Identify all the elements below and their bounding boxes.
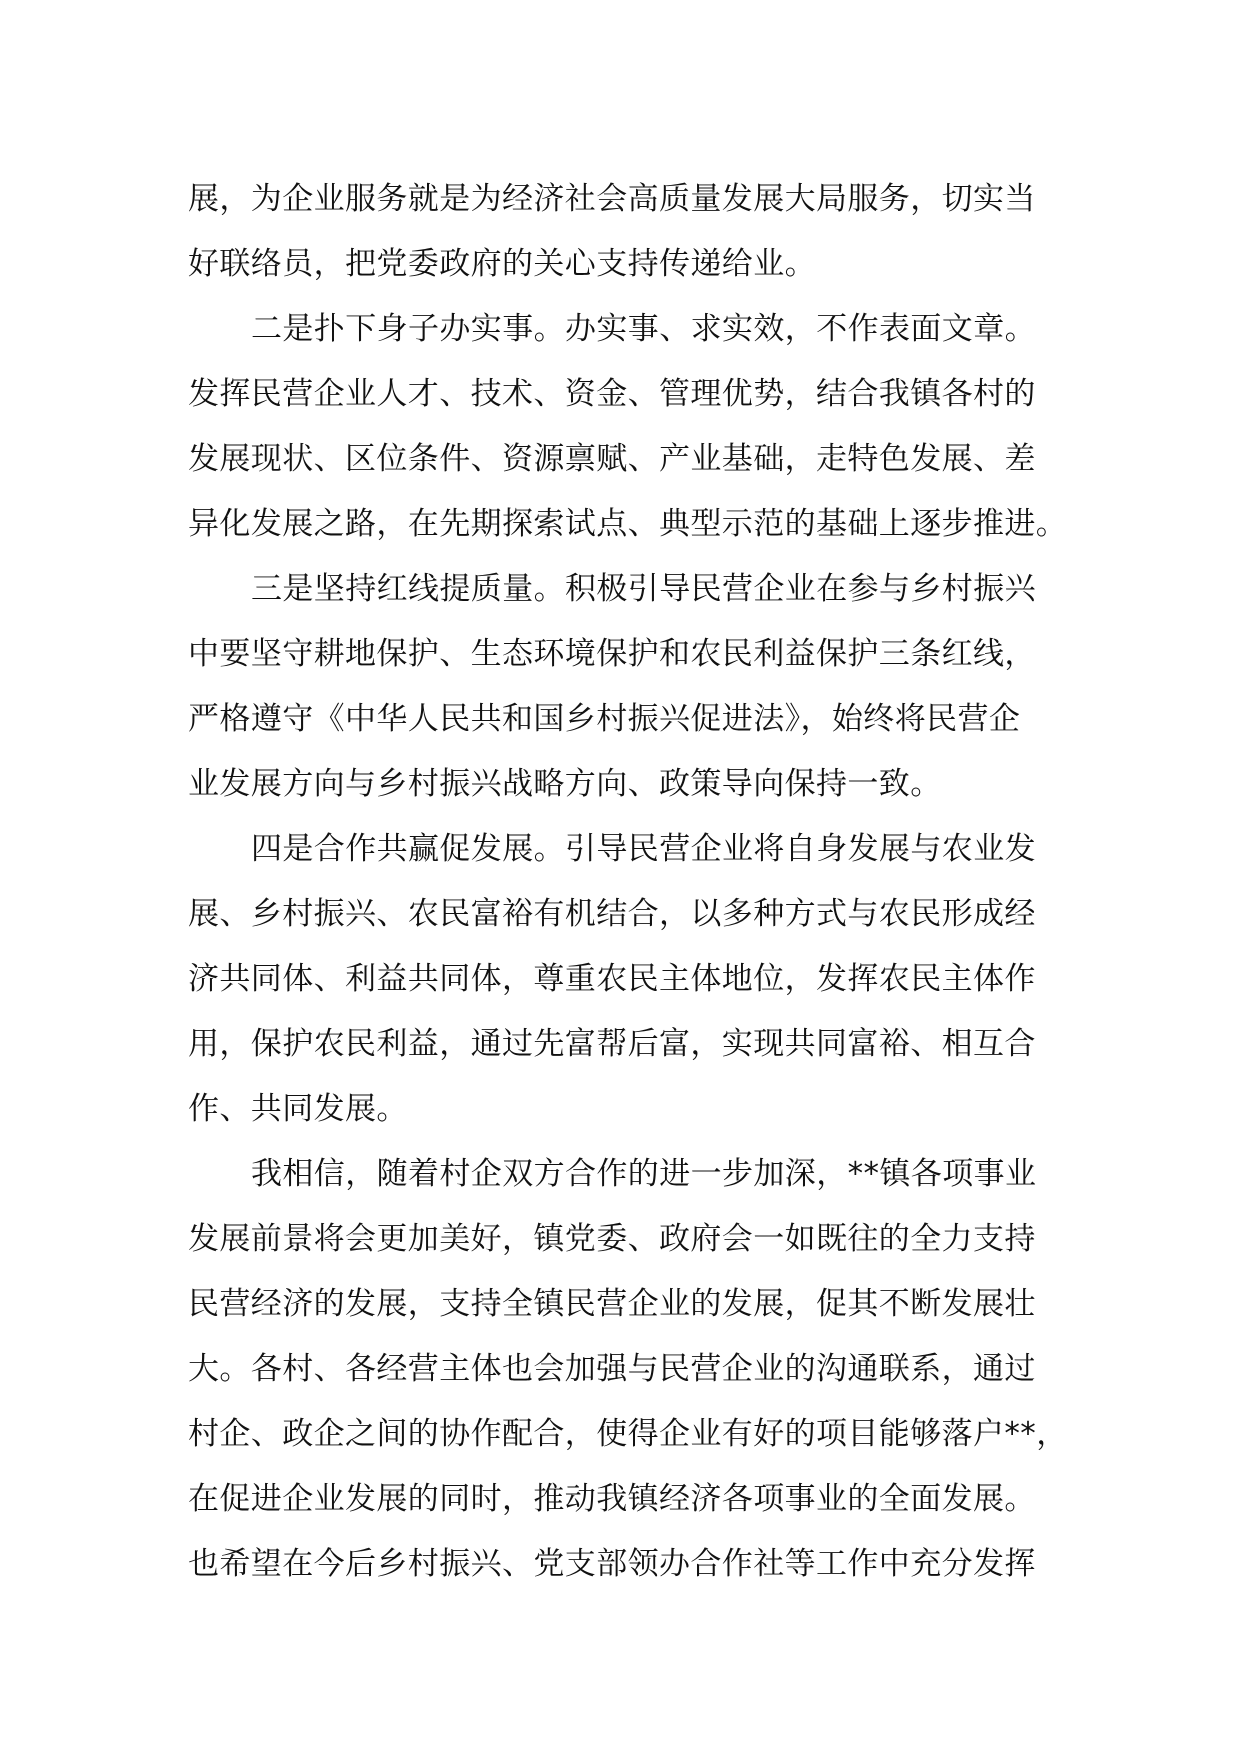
paragraph-closing bbox=[188, 1142, 1068, 1597]
text-line: 展、乡村振兴、农民富裕有机结合，以多种方式与农民形成经 bbox=[188, 896, 1036, 932]
text-line: 村企、政企之间的协作配合，使得企业有好的项目能够落户**， bbox=[188, 1416, 1068, 1452]
text-line: 我相信，随着村企双方合作的进一步加深，**镇各项事业 bbox=[251, 1156, 1037, 1192]
text-line: 发挥民营企业人才、技术、资金、管理优势，结合我镇各村的 bbox=[188, 376, 1036, 412]
text-line: 三是坚持红线提质量。积极引导民营企业在参与乡村振兴 bbox=[251, 571, 1036, 607]
text-line: 用，保护农民利益，通过先富帮后富，实现共同富裕、相互合 bbox=[188, 1026, 1036, 1062]
text-line: 民营经济的发展，支持全镇民营企业的发展，促其不断发展壮 bbox=[188, 1286, 1036, 1322]
document-body bbox=[188, 167, 1068, 1597]
text-line: 也希望在今后乡村振兴、党支部领办合作社等工作中充分发挥 bbox=[188, 1546, 1036, 1582]
paragraph-continuation bbox=[188, 167, 1056, 297]
text-line: 作、共同发展。 bbox=[188, 1091, 408, 1127]
text-line: 四是合作共赢促发展。引导民营企业将自身发展与农业发 bbox=[251, 831, 1036, 867]
text-line: 在促进企业发展的同时，推动我镇经济各项事业的全面发展。 bbox=[188, 1481, 1036, 1517]
text-line: 展，为企业服务就是为经济社会高质量发展大局服务，切实当 bbox=[188, 181, 1036, 217]
text-line: 大。各村、各经营主体也会加强与民营企业的沟通联系，通过 bbox=[188, 1351, 1036, 1387]
text-line: 严格遵守《中华人民共和国乡村振兴促进法》，始终将民营企 bbox=[188, 701, 1021, 737]
paragraph-point-two bbox=[188, 297, 1068, 557]
text-line: 济共同体、利益共同体，尊重农民主体地位，发挥农民主体作 bbox=[188, 961, 1036, 997]
text-line: 发展现状、区位条件、资源禀赋、产业基础，走特色发展、差 bbox=[188, 441, 1036, 477]
text-line: 中要坚守耕地保护、生态环境保护和农民利益保护三条红线， bbox=[188, 636, 1036, 672]
paragraph-point-four bbox=[188, 817, 1056, 1142]
text-line: 业发展方向与乡村振兴战略方向、政策导向保持一致。 bbox=[188, 766, 942, 802]
text-line: 发展前景将会更加美好，镇党委、政府会一如既往的全力支持 bbox=[188, 1221, 1036, 1257]
paragraph-point-three bbox=[188, 557, 1056, 817]
text-line: 二是扑下身子办实事。办实事、求实效，不作表面文章。 bbox=[251, 311, 1036, 347]
text-line: 异化发展之路，在先期探索试点、典型示范的基础上逐步推进。 bbox=[188, 506, 1068, 542]
text-line: 好联络员，把党委政府的关心支持传递给业。 bbox=[188, 246, 816, 282]
